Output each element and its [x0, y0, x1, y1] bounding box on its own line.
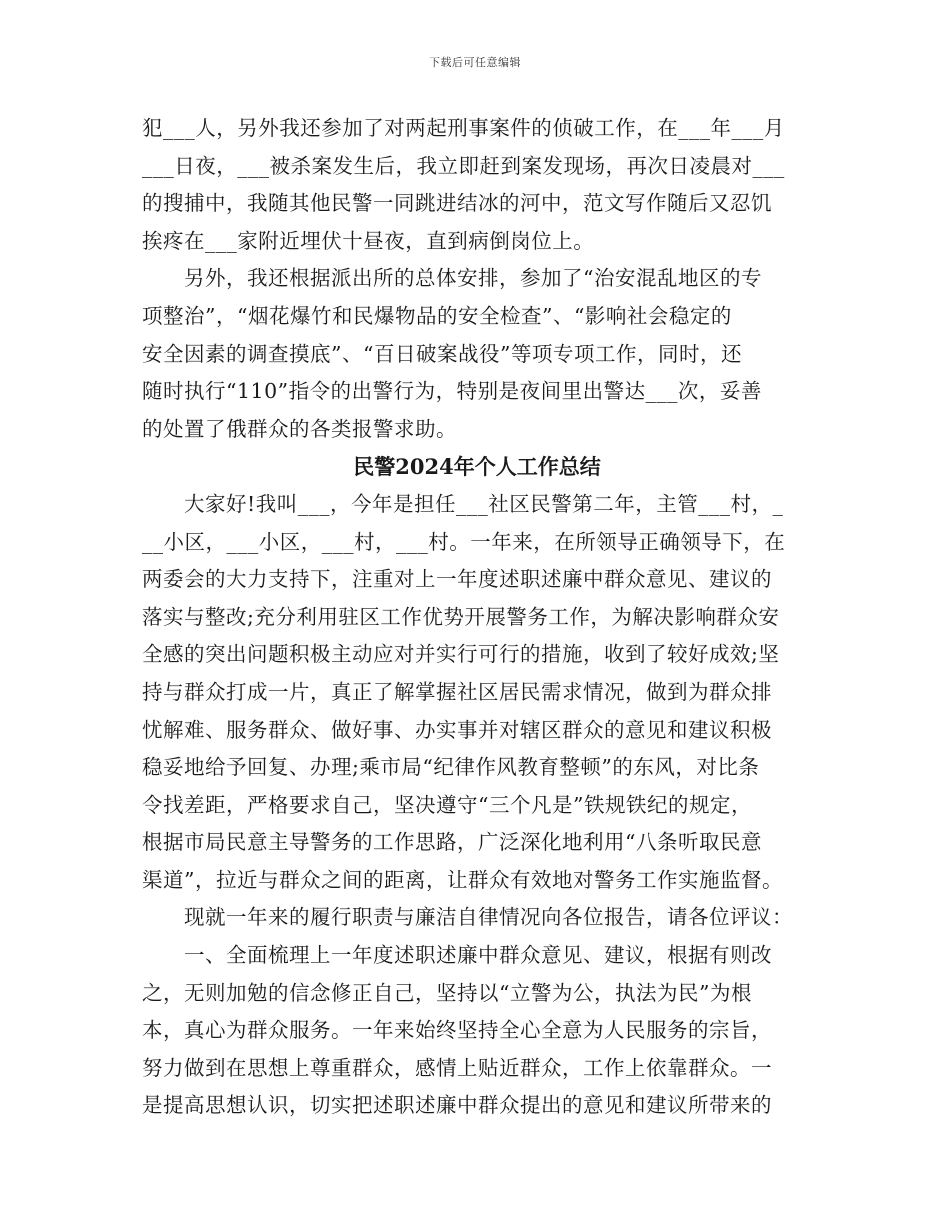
- text-line: 本，真心为群众服务。一年来始终坚持全心全意为人民服务的宗旨，: [142, 1018, 772, 1043]
- text-line: 另外，我还根据派出所的总体安排，参加了“治安混乱地区的专: [184, 266, 762, 291]
- text-line: 的处置了俄群众的各类报警求助。: [142, 416, 457, 441]
- paragraph-case-work: [142, 110, 812, 260]
- text-line: 挨疼在___家附近埋伏十昼夜，直到病倒岗位上。: [142, 228, 595, 253]
- paragraph-report-intro: [142, 899, 812, 937]
- document-body: [142, 110, 812, 1125]
- text-line: 项整治”，“烟花爆竹和民爆物品的安全检查”、“影响社会稳定的: [142, 303, 732, 328]
- text-line: 安全因素的调查摸底”、“百日破案战役”等项专项工作，同时，还: [142, 341, 742, 366]
- text-line: 全感的突出问题积极主动应对并实行可行的措施，收到了较好成效;坚: [142, 642, 780, 667]
- text-line: 持与群众打成一片，真正了解掌握社区居民需求情况，做到为群众排: [142, 679, 772, 704]
- text-line: 犯___人，另外我还参加了对两起刑事案件的侦破工作，在___年___月: [142, 116, 785, 140]
- text-line: 努力做到在思想上尊重群众，感情上贴近群众，工作上依靠群众。一: [142, 1055, 772, 1080]
- text-line: 的搜捕中，我随其他民警一同跳进结冰的河中，范文写作随后又忍饥: [142, 191, 772, 216]
- text-line: 是提高思想认识，切实把述职述廉中群众提出的意见和建议所带来的: [142, 1093, 772, 1118]
- text-line: 稳妥地给予回复、办理;乘市局“纪律作风教育整顿”的东风，对比条: [142, 755, 760, 780]
- page-header: 下载后可任意编辑: [429, 56, 521, 69]
- document-title: 民警2024年个人工作总结: [353, 454, 601, 480]
- text-line: __小区，___小区，___村，___村。一年来，在所领导正确领导下，在: [142, 529, 786, 554]
- text-line: 随时执行“110”指令的出警行为，特别是夜间里出警达___次，妥善: [142, 379, 762, 404]
- text-line: 一、全面梳理上一年度述职述廉中群众意见、建议，根据有则改: [184, 943, 772, 968]
- text-line: 之，无则加勉的信念修正自己，坚持以“立警为公，执法为民”为根: [142, 980, 752, 1005]
- paragraph-introduction: [142, 486, 812, 900]
- paragraph-section-one: [142, 937, 812, 1125]
- text-line: 根据市局民意主导警务的工作思路，广泛深化地利用“八条听取民意: [142, 830, 762, 855]
- text-line: 大家好!我叫___，今年是担任___社区民警第二年，主管___村，_: [184, 491, 784, 516]
- text-line: 渠道”，拉近与群众之间的距离，让群众有效地对警务工作实施监督。: [142, 867, 783, 892]
- text-line: 现就一年来的履行职责与廉洁自律情况向各位报告，请各位评议：: [184, 905, 793, 930]
- text-line: 令找差距，严格要求自己，坚决遵守“三个凡是”铁规铁纪的规定，: [142, 792, 752, 817]
- paragraph-special-work: [142, 260, 812, 448]
- text-line: 忧解难、服务群众、做好事、办实事并对辖区群众的意见和建议积极: [142, 717, 772, 742]
- text-line: 落实与整改;充分利用驻区工作优势开展警务工作，为解决影响群众安: [142, 604, 780, 629]
- text-line: 两委会的大力支持下，注重对上一年度述职述廉中群众意见、建议的: [142, 567, 772, 592]
- text-line: ___日夜，___被杀案发生后，我立即赶到案发现场，再次日凌晨对___: [142, 153, 785, 178]
